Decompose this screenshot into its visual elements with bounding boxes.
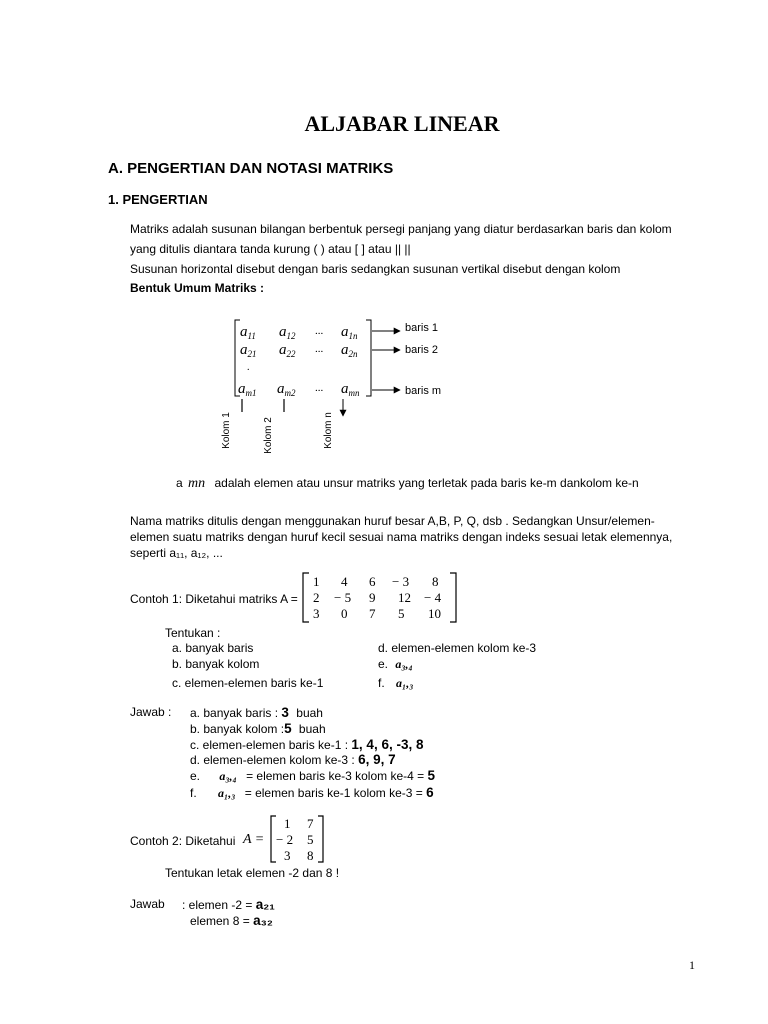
question-letter: e. xyxy=(378,657,389,671)
matrix-entry: $a_{11}$ xyxy=(240,324,256,341)
matrix-entry: 1 xyxy=(313,574,320,589)
section-1-heading: 1. PENGERTIAN xyxy=(108,192,208,207)
matrix-entry: − 5 xyxy=(334,590,352,605)
amn-symbol: mn xyxy=(188,476,206,491)
answer-text: e. xyxy=(190,769,201,783)
answer-item xyxy=(190,752,396,767)
example-2-label: Contoh 2: Diketahui xyxy=(130,834,236,848)
general-form-heading: Bentuk Umum Matriks : xyxy=(130,281,265,295)
question-item: d. elemen-elemen kolom ke-3 xyxy=(378,641,537,655)
paragraph-line: Matriks adalah susunan bilangan berbentuk persegi panjang yang diatur berdasarkan baris dan kolom xyxy=(130,222,672,236)
matrix-entry: 6 xyxy=(369,574,376,589)
answer-text: a. banyak baris : xyxy=(190,706,279,720)
answer-text: : elemen -2 = xyxy=(182,898,253,912)
answer-value: 1, 4, 6, -3, 8 xyxy=(351,737,424,752)
matrix-entry: 4 xyxy=(341,574,348,589)
section-a-heading: A. PENGERTIAN DAN NOTASI MATRIKS xyxy=(108,160,394,177)
matrix-entry: 0 xyxy=(341,606,348,621)
matrix-entry: 12 xyxy=(398,590,411,605)
question-item: a. banyak baris xyxy=(172,641,254,655)
question-intro: Tentukan : xyxy=(165,626,221,640)
matrix-entry: 7 xyxy=(307,816,314,831)
paragraph-line: elemen suatu matriks dengan huruf kecil sesuai nama matriks dengan indeks sesuai letak elemennya, xyxy=(130,530,673,544)
column-label: Kolom 2 xyxy=(262,417,274,454)
matrix-entry: 7 xyxy=(369,606,376,621)
answer-value: 6 xyxy=(426,785,434,800)
answer-text: c. elemen-elemen baris ke-1 : xyxy=(190,738,349,752)
answer-text: = elemen baris ke-3 kolom ke-4 = xyxy=(246,769,425,783)
matrix-entry: $a_{22}$ xyxy=(279,342,296,359)
row-label: baris m xyxy=(405,385,442,397)
answer-unit: buah xyxy=(298,722,326,736)
symbol-a34: a₃,₄ xyxy=(395,657,413,671)
answer-value: 5 xyxy=(284,721,292,736)
matrix-entry: 5 xyxy=(307,832,314,847)
matrix-entry: $a_{2n}$ xyxy=(341,342,358,359)
answer-value: a₃₂ xyxy=(253,913,273,928)
question-item: b. banyak kolom xyxy=(172,657,260,671)
answer-text: = elemen baris ke-1 kolom ke-3 = xyxy=(244,786,423,800)
answer-item xyxy=(190,785,434,801)
matrix-entry: ... xyxy=(315,325,324,337)
example-1-label: Contoh 1: Diketahui matriks A = xyxy=(130,592,298,606)
answer-text: f. xyxy=(190,786,197,800)
answer-value: a₂₁ xyxy=(255,897,275,912)
answer-2-label: Jawab xyxy=(130,897,165,911)
symbol-a34: a₃,₄ xyxy=(219,769,237,783)
column-label: Kolom 1 xyxy=(220,412,232,449)
row-label: baris 1 xyxy=(405,322,439,334)
page-title: ALJABAR LINEAR xyxy=(304,111,500,136)
question-2: Tentukan letak elemen -2 dan 8 ! xyxy=(165,866,340,880)
answer-label: Jawab : xyxy=(130,705,172,719)
answer-item xyxy=(190,721,326,736)
matrix-entry: ... xyxy=(315,382,324,394)
question-letter: f. xyxy=(378,676,385,690)
matrix-entry: − 4 xyxy=(424,590,442,605)
matrix-entry: 9 xyxy=(369,590,376,605)
matrix-entry: 8 xyxy=(307,848,314,863)
page-number: 1 xyxy=(689,958,695,972)
paragraph-line: seperti a₁₁, a₁₂, ... xyxy=(130,546,223,560)
matrix-entry: $a_{12}$ xyxy=(279,324,296,341)
column-label: Kolom n xyxy=(322,412,334,449)
matrix-entry: $a_{m2}$ xyxy=(277,381,296,398)
answer-value: 6, 9, 7 xyxy=(358,752,396,767)
amn-text: adalah elemen atau unsur matriks yang terletak pada baris ke-m dankolom ke-n xyxy=(214,476,639,490)
symbol-a13: a₁,₃ xyxy=(396,676,414,690)
matrix-entry: 8 xyxy=(432,574,439,589)
answer-value: 3 xyxy=(281,705,289,720)
amn-description xyxy=(176,476,639,492)
matrix-entry: $a_{1n}$ xyxy=(341,324,358,341)
matrix-entry: 3 xyxy=(284,848,291,863)
answer-item xyxy=(190,705,323,720)
matrix-entry: − 3 xyxy=(392,574,410,589)
matrix-entry: 3 xyxy=(313,606,320,621)
matrix-entry: ... xyxy=(315,343,324,355)
answer-item xyxy=(190,768,435,784)
row-label: baris 2 xyxy=(405,344,439,356)
answer-text: b. banyak kolom : xyxy=(190,722,285,736)
matrix-b-name: A = xyxy=(243,832,265,847)
matrix-entry: $a_{mn}$ xyxy=(341,381,360,398)
svg-text:.: . xyxy=(247,362,250,373)
matrix-entry: 5 xyxy=(398,606,405,621)
paragraph-line: yang ditulis diantara tanda kurung ( ) atau [ ] atau || || xyxy=(130,242,411,256)
answer-2-line xyxy=(190,913,273,928)
matrix-entry: $a_{m1}$ xyxy=(238,381,257,398)
matrix-entry: − 2 xyxy=(276,832,294,847)
answer-2-line xyxy=(182,897,275,912)
answer-unit: buah xyxy=(296,706,323,720)
paragraph-line: Nama matriks ditulis dengan menggunakan huruf besar A,B, P, Q, dsb . Sedangkan Unsur/elemen- xyxy=(130,514,655,528)
paragraph-line: Susunan horizontal disebut dengan baris sedangkan susunan vertikal disebut dengan kolom xyxy=(130,262,621,276)
answer-text: elemen 8 = xyxy=(190,914,250,928)
question-item xyxy=(378,657,413,672)
question-item xyxy=(378,676,413,691)
matrix-entry: 1 xyxy=(284,816,291,831)
matrix-entry: 10 xyxy=(428,606,441,621)
matrix-entry: $a_{21}$ xyxy=(240,342,257,359)
answer-value: 5 xyxy=(427,768,436,783)
matrix-entry: 2 xyxy=(313,590,320,605)
answer-item xyxy=(190,737,423,752)
symbol-a13: a₁,₃ xyxy=(218,786,236,800)
question-item: c. elemen-elemen baris ke-1 xyxy=(172,676,324,690)
answer-text: d. elemen-elemen kolom ke-3 : xyxy=(190,753,355,767)
amn-prefix: a xyxy=(176,476,183,490)
